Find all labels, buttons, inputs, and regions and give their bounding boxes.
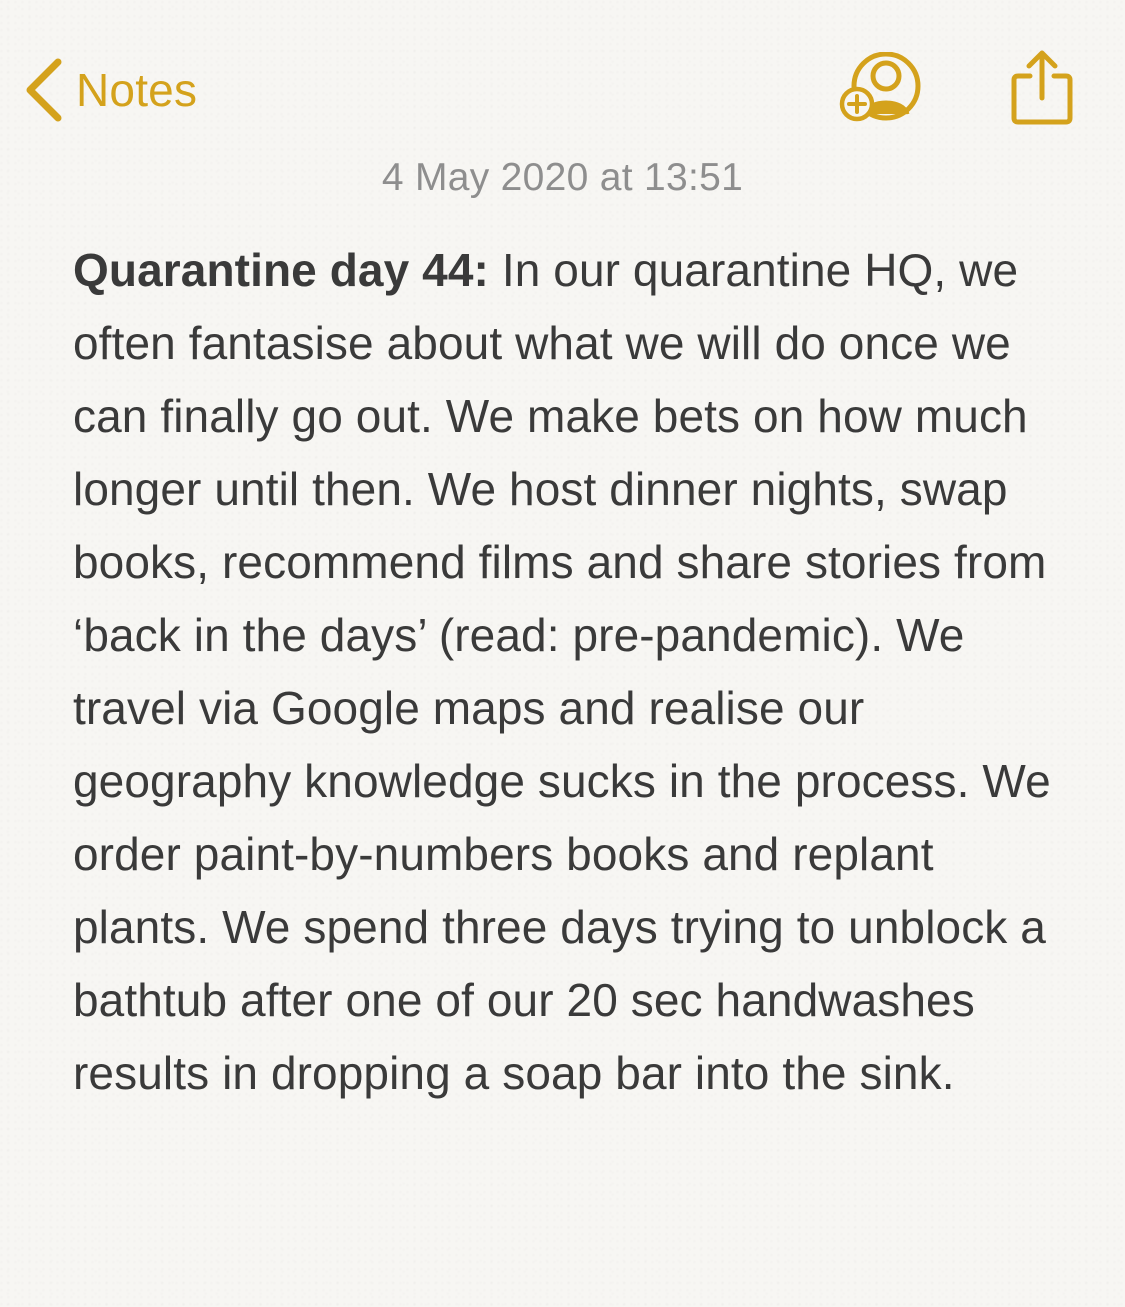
person-add-icon	[838, 115, 930, 132]
back-label: Notes	[76, 64, 198, 116]
note-date: 4 May 2020 at 13:51	[381, 156, 744, 199]
share-icon	[1004, 117, 1080, 134]
add-people-button[interactable]	[838, 52, 930, 128]
navigation-bar	[0, 0, 1125, 150]
note-body[interactable]	[73, 234, 1073, 1110]
back-button[interactable]	[24, 52, 197, 128]
chevron-left-icon	[24, 58, 62, 122]
note-title: Quarantine day 44:	[73, 244, 489, 296]
note-text: In our quarantine HQ, we often fantasise about what we will do once we can finally go out. We make bets on how much longer until then. We host dinner nights, swap books, recommend films and share stories from ‘back in the days’ (read: pre-pandemic). We travel via Google maps and realise our geography knowledge sucks in the process. We order paint-by-numbers books and replant plants. We spend three days trying to unblock a bathtub after one of our 20 sec handwashes results in dropping a soap bar into the sink.	[73, 244, 1051, 1099]
share-button[interactable]	[1004, 46, 1080, 130]
